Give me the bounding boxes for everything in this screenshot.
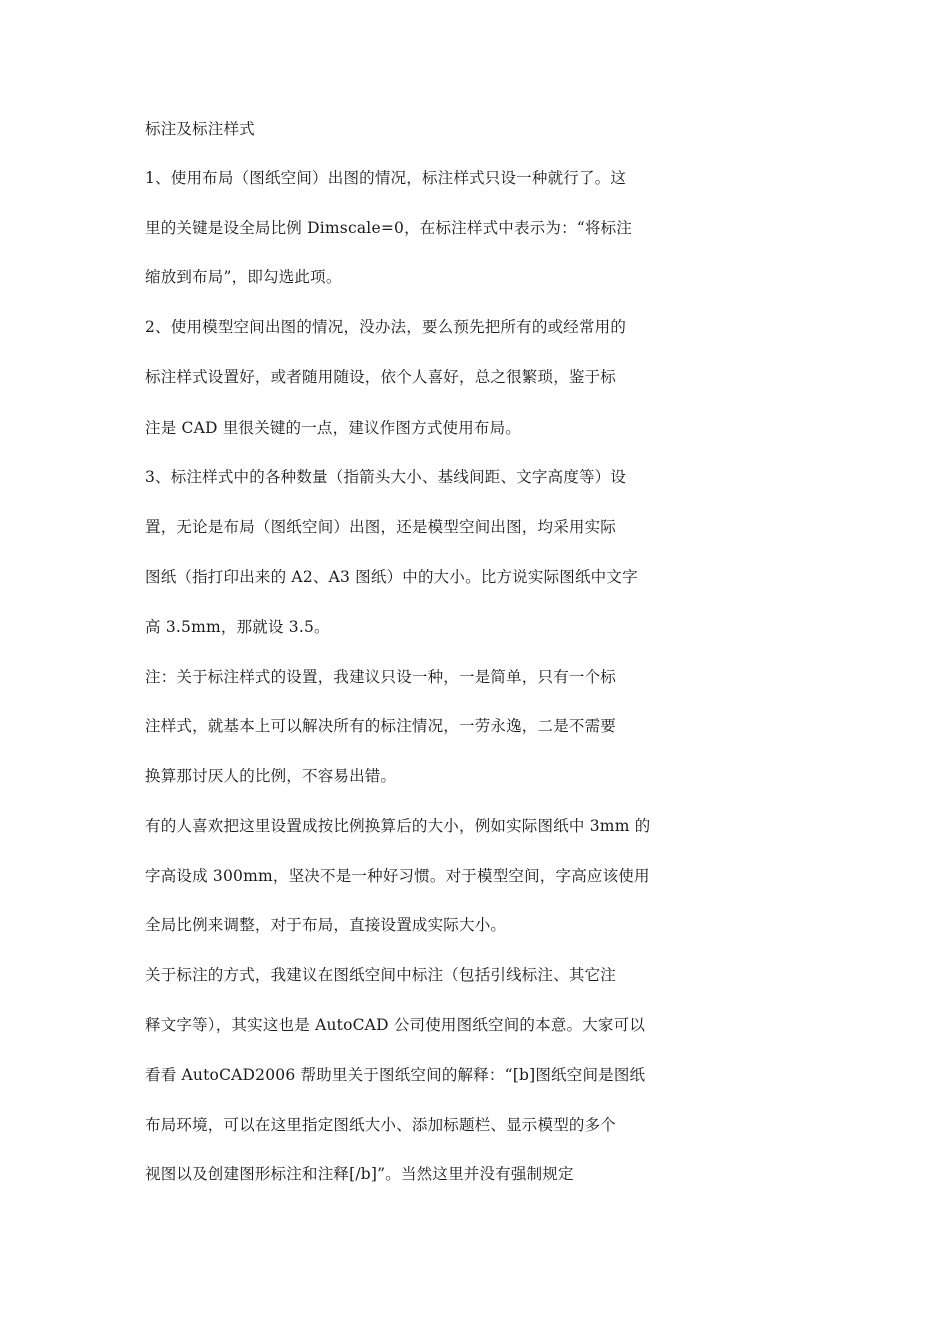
text-line: 看看 AutoCAD2006 帮助里关于图纸空间的解释：“[b]图纸空间是图纸 xyxy=(145,1066,646,1084)
text-line: 图纸（指打印出来的 A2、A3 图纸）中的大小。比方说实际图纸中文字 xyxy=(145,568,638,586)
text-line: 布局环境，可以在这里指定图纸大小、添加标题栏、显示模型的多个 xyxy=(145,1116,617,1134)
text-line: 标注样式设置好，或者随用随设，依个人喜好，总之很繁琐，鉴于标 xyxy=(145,368,617,386)
text-line: 里的关键是设全局比例 Dimscale=0，在标注样式中表示为：“将标注 xyxy=(145,219,632,237)
text-line: 有的人喜欢把这里设置成按比例换算后的大小，例如实际图纸中 3mm 的 xyxy=(145,817,651,835)
text-line: 2、使用模型空间出图的情况，没办法，要么预先把所有的或经常用的 xyxy=(145,318,627,336)
text-line: 关于标注的方式，我建议在图纸空间中标注（包括引线标注、其它注 xyxy=(145,966,617,984)
text-line: 全局比例来调整，对于布局，直接设置成实际大小。 xyxy=(145,916,507,934)
text-line: 视图以及创建图形标注和注释[/b]”。当然这里并没有强制规定 xyxy=(145,1165,574,1183)
text-line: 1、使用布局（图纸空间）出图的情况，标注样式只设一种就行了。这 xyxy=(145,169,627,187)
text-line: 释文字等），其实这也是 AutoCAD 公司使用图纸空间的本意。大家可以 xyxy=(145,1016,646,1034)
text-line: 缩放到布局”，即勾选此项。 xyxy=(145,268,342,286)
text-line: 注：关于标注样式的设置，我建议只设一种，一是简单，只有一个标 xyxy=(145,668,617,686)
document-title: 标注及标注样式 xyxy=(145,120,255,138)
text-line: 注是 CAD 里很关键的一点，建议作图方式使用布局。 xyxy=(145,419,522,437)
text-line: 换算那讨厌人的比例，不容易出错。 xyxy=(145,767,397,785)
text-line: 字高设成 300mm，坚决不是一种好习惯。对于模型空间，字高应该使用 xyxy=(145,867,650,885)
text-line: 3、标注样式中的各种数量（指箭头大小、基线间距、文字高度等）设 xyxy=(145,468,627,486)
text-line: 高 3.5mm，那就设 3.5。 xyxy=(145,618,330,636)
text-line: 置，无论是布局（图纸空间）出图，还是模型空间出图，均采用实际 xyxy=(145,518,617,536)
text-line: 注样式，就基本上可以解决所有的标注情况，一劳永逸，二是不需要 xyxy=(145,717,617,735)
